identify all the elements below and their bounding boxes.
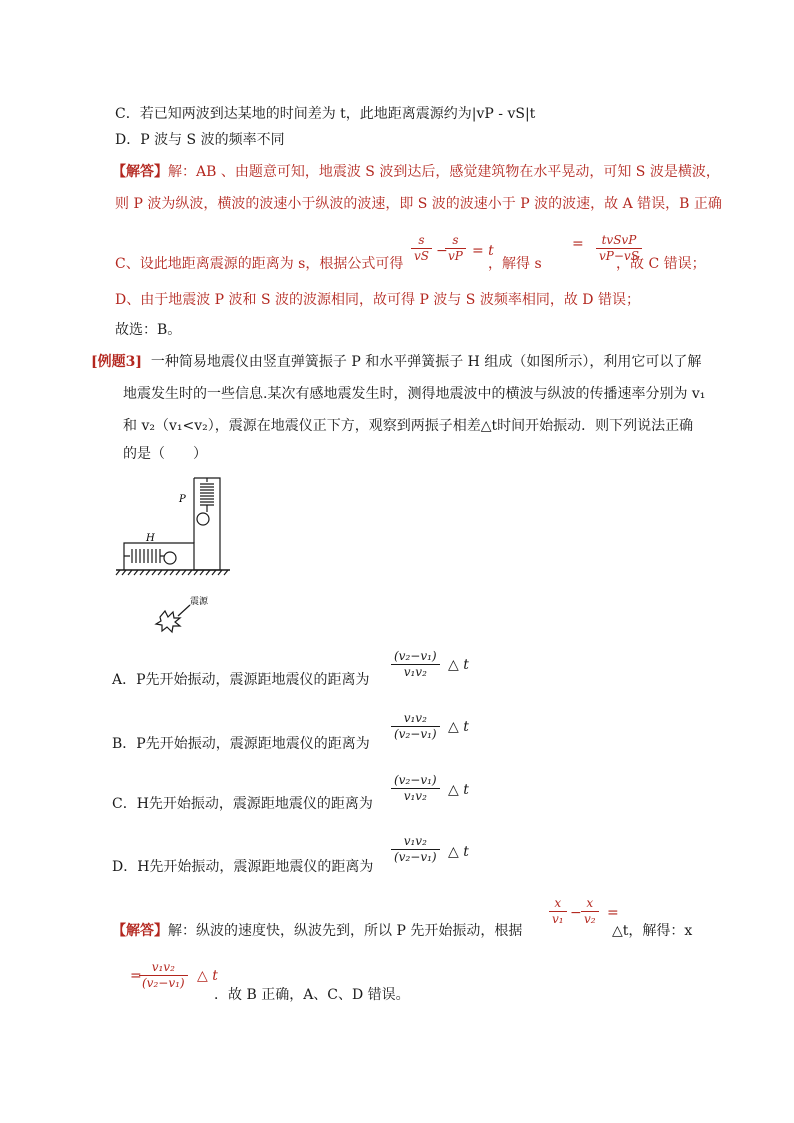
- answer-d: D、由于地震波 P 波和 S 波的波源相同，故可得 P 波与 S 波频率相同，故 D 错误；: [115, 292, 640, 308]
- seismometer-figure: [112, 475, 237, 635]
- option-c2-fraction: (v₂−v₁) v₁v₂: [391, 773, 440, 804]
- label-p: P: [179, 494, 186, 505]
- equals-sign: =: [572, 236, 584, 252]
- example3-line4: 的是（ ）: [123, 446, 207, 462]
- fraction-x-over-v1: x v₁: [549, 896, 567, 927]
- minus-sign-2: −: [570, 905, 582, 921]
- example3-line1: [例题3] 一种简易地震仪由竖直弹簧振子 P 和水平弹簧振子 H 组成（如图所示），利用它可以了解: [91, 354, 702, 370]
- answer-c-pre: C、设此地距离震源的距离为 s，根据公式可得: [115, 256, 404, 272]
- example3-line3: 和 v₂（v₁<v₂），震源在地震仪正下方，观察到两振子相差△t时间开始振动．则下列说法正确: [123, 418, 694, 434]
- option-d2-dt: △ t: [448, 844, 469, 860]
- fraction-x-solution: v₁v₂ (v₂−v₁): [139, 960, 188, 991]
- minus-sign: −: [436, 243, 448, 259]
- label-h: H: [146, 533, 155, 544]
- option-a-fraction: (v₂−v₁) v₁v₂: [391, 649, 440, 680]
- answer2-line2-post: ．故 B 正确，A、C、D 错误。: [214, 987, 410, 1003]
- option-c: C．若已知两波到达某地的时间差为 t，此地距离震源约为|vP - vS|t: [115, 106, 536, 122]
- answer-block-2-line1: 【解答】解：纵波的速度快，纵波先到，所以 P 先开始振动，根据: [112, 923, 523, 939]
- answer-text: 解：AB 、由题意可知，地震波 S 波到达后，感觉建筑物在水平晃动，可知 S 波是横波，: [168, 164, 720, 180]
- answer-c-post: ，故 C 错误；: [616, 256, 706, 272]
- fraction-s-solution: tvSvP vP−vS: [596, 233, 642, 264]
- option-c2: C．H先开始振动，震源距地震仪的距离为: [112, 796, 373, 812]
- fraction-s-over-vp: s vP: [445, 233, 466, 264]
- option-b: B．P先开始振动，震源距地震仪的距离为: [112, 736, 370, 752]
- answer2-tag: 【解答】: [112, 923, 168, 939]
- option-d2-fraction: v₁v₂ (v₂−v₁): [391, 834, 440, 865]
- fraction-x-over-v2: x v₂: [581, 896, 599, 927]
- label-source: 震源: [190, 597, 209, 607]
- example3-tag: [例题3]: [91, 354, 142, 370]
- option-b-fraction: v₁v₂ (v₂−v₁): [391, 711, 440, 742]
- option-d2: D．H先开始振动，震源距地震仪的距离为: [112, 859, 374, 875]
- answer-block-1-line1: [112, 162, 720, 182]
- answer-c-mid: ，解得 s: [488, 256, 542, 272]
- example3-line2: 地震发生时的一些信息.某次有感地震发生时，测得地震波中的横波与纵波的传播速率分别为 v₁: [123, 386, 706, 402]
- option-c2-dt: △ t: [448, 782, 469, 798]
- option-d: D．P 波与 S 波的频率不同: [115, 132, 285, 148]
- equals-t: = t: [472, 243, 494, 259]
- answer2-line1-post: △t，解得：x: [612, 923, 693, 939]
- solution-dt: △ t: [197, 968, 218, 984]
- option-a: A．P先开始振动，震源距地震仪的距离为: [112, 672, 370, 688]
- equals-sign-2: =: [607, 905, 619, 921]
- option-b-dt: △ t: [448, 719, 469, 735]
- option-a-dt: △ t: [448, 657, 469, 673]
- answer-block-1-line2: 则 P 波为纵波，横波的波速小于纵波的波速，即 S 波的波速小于 P 波的波速，故 A 错误，B 正确: [115, 196, 722, 212]
- equals-sign-3: =: [130, 968, 142, 984]
- fraction-s-over-vs: s vS: [411, 233, 432, 264]
- answer-tag: 【解答】: [112, 164, 168, 180]
- answer-select: 故选：B。: [115, 322, 182, 338]
